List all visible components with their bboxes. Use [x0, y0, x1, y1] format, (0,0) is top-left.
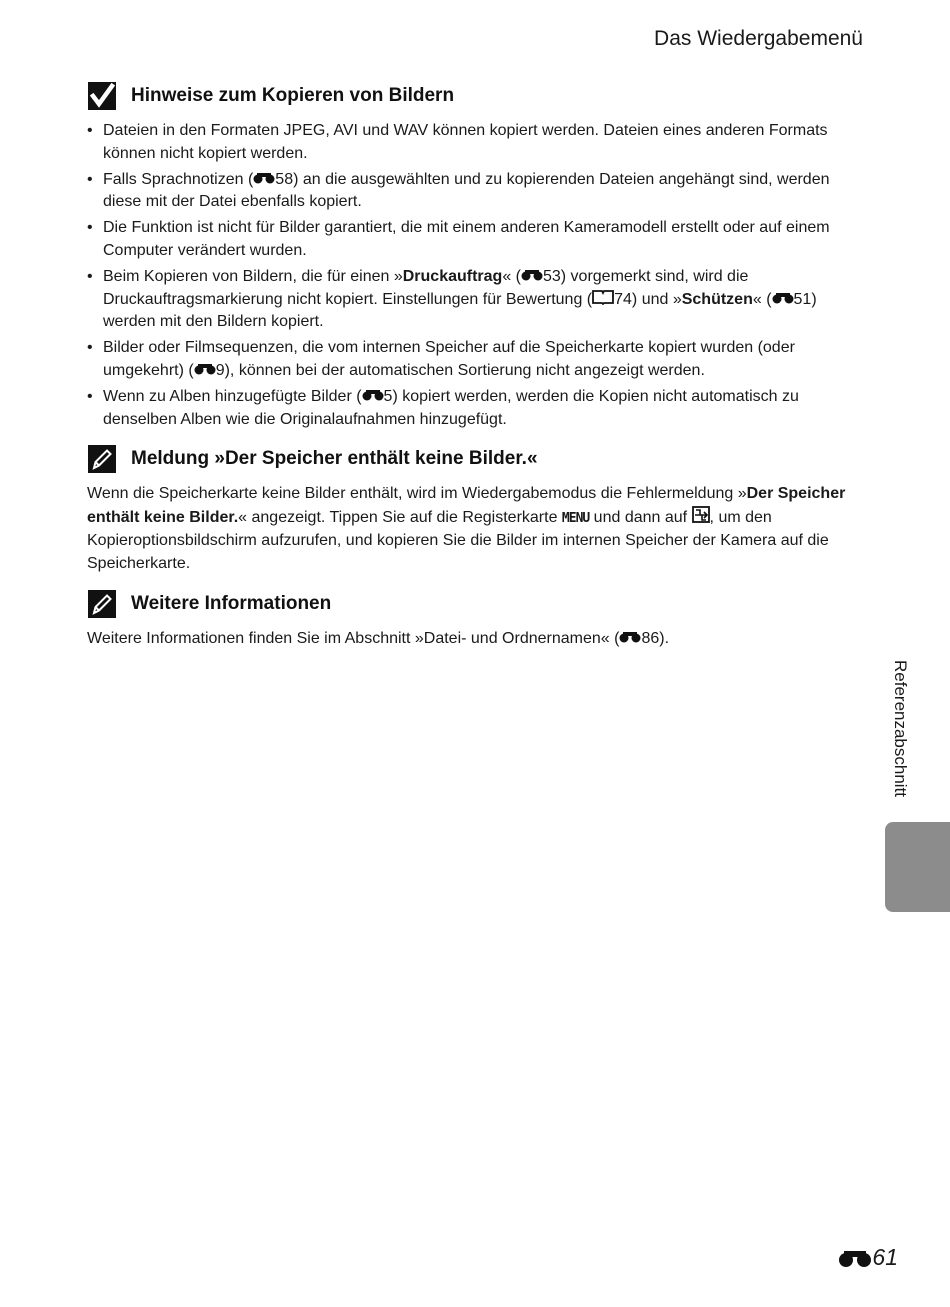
reference-e-icon [838, 1248, 872, 1268]
list-item: • Wenn zu Alben hinzugefügte Bilder ( 5) kopiert werden, werden die Kopien nicht automatisch zu denselben Alben wie die Originalaufnahmen hinzugefügt. [87, 386, 863, 431]
copy-notes-list [87, 120, 863, 431]
no-images-text: Wenn die Speicherkarte keine Bilder enthält, wird im Wiedergabemodus die Fehlermeldung »Der Speicher enthält keine Bilder.« angezeigt. Tippen Sie auf die Registerkarte MENU und dann auf , um den Kopieroptionsbildschirm aufzurufen, und kopieren Sie die Bilder im internen Speicher der Kamera auf die Speicherkarte. [87, 485, 846, 572]
list-item: • Bilder oder Filmsequenzen, die vom internen Speicher auf die Speicherkarte kopiert wurden (oder umgekehrt) ( 9), können bei der automatischen Sortierung nicht angezeigt werden. [87, 337, 863, 382]
list-item: • Beim Kopieren von Bildern, die für einen »Druckauftrag« ( 53) vorgemerkt sind, wird die Druckauftragsmarkierung nicht kopiert. Einstellungen für Bewertung ( 74) und »Schützen« ( 51) werden mit den Bildern kopiert. [87, 266, 863, 334]
book-icon [592, 289, 614, 305]
section-title: Meldung »Der Speicher enthält keine Bilder.« [131, 448, 538, 469]
reference-e-icon [253, 171, 275, 185]
more-info-text: Weitere Informationen finden Sie im Abschnitt »Datei- und Ordnernamen« ( 86). [87, 630, 670, 647]
copy-notes-section [87, 80, 863, 435]
pencil-note-icon [87, 589, 117, 619]
reference-e-icon [772, 291, 794, 305]
running-header: Das Wiedergabemenü [654, 27, 863, 50]
reference-e-icon [619, 630, 641, 644]
copy-icon [692, 506, 710, 523]
section-title: Weitere Informationen [131, 593, 332, 614]
section-heading [87, 443, 863, 475]
no-images-section [87, 443, 863, 575]
check-note-icon [87, 81, 117, 111]
page-number: 61 [838, 1244, 898, 1271]
section-heading [87, 80, 863, 112]
reference-e-icon [521, 268, 543, 282]
list-item: • Dateien in den Formaten JPEG, AVI und WAV können kopiert werden. Dateien eines anderen Formats können nicht kopiert werden. [87, 120, 863, 165]
reference-e-icon [362, 388, 384, 402]
reference-e-icon [194, 362, 216, 376]
section-thumb-tab [885, 822, 950, 912]
list-item: • Die Funktion ist nicht für Bilder garantiert, die mit einem anderen Kameramodell erstellt oder auf einem Computer verändert wurden. [87, 217, 863, 262]
pencil-note-icon [87, 444, 117, 474]
menu-tab-glyph: MENU [561, 510, 590, 526]
section-title: Hinweise zum Kopieren von Bildern [131, 85, 455, 106]
list-item: • Falls Sprachnotizen ( 58) an die ausgewählten und zu kopierenden Dateien angehängt sind, werden diese mit der Datei ebenfalls kopiert. [87, 169, 863, 214]
section-heading [87, 588, 863, 620]
more-info-section [87, 588, 863, 651]
side-section-label: Referenzabschnitt [891, 660, 910, 798]
